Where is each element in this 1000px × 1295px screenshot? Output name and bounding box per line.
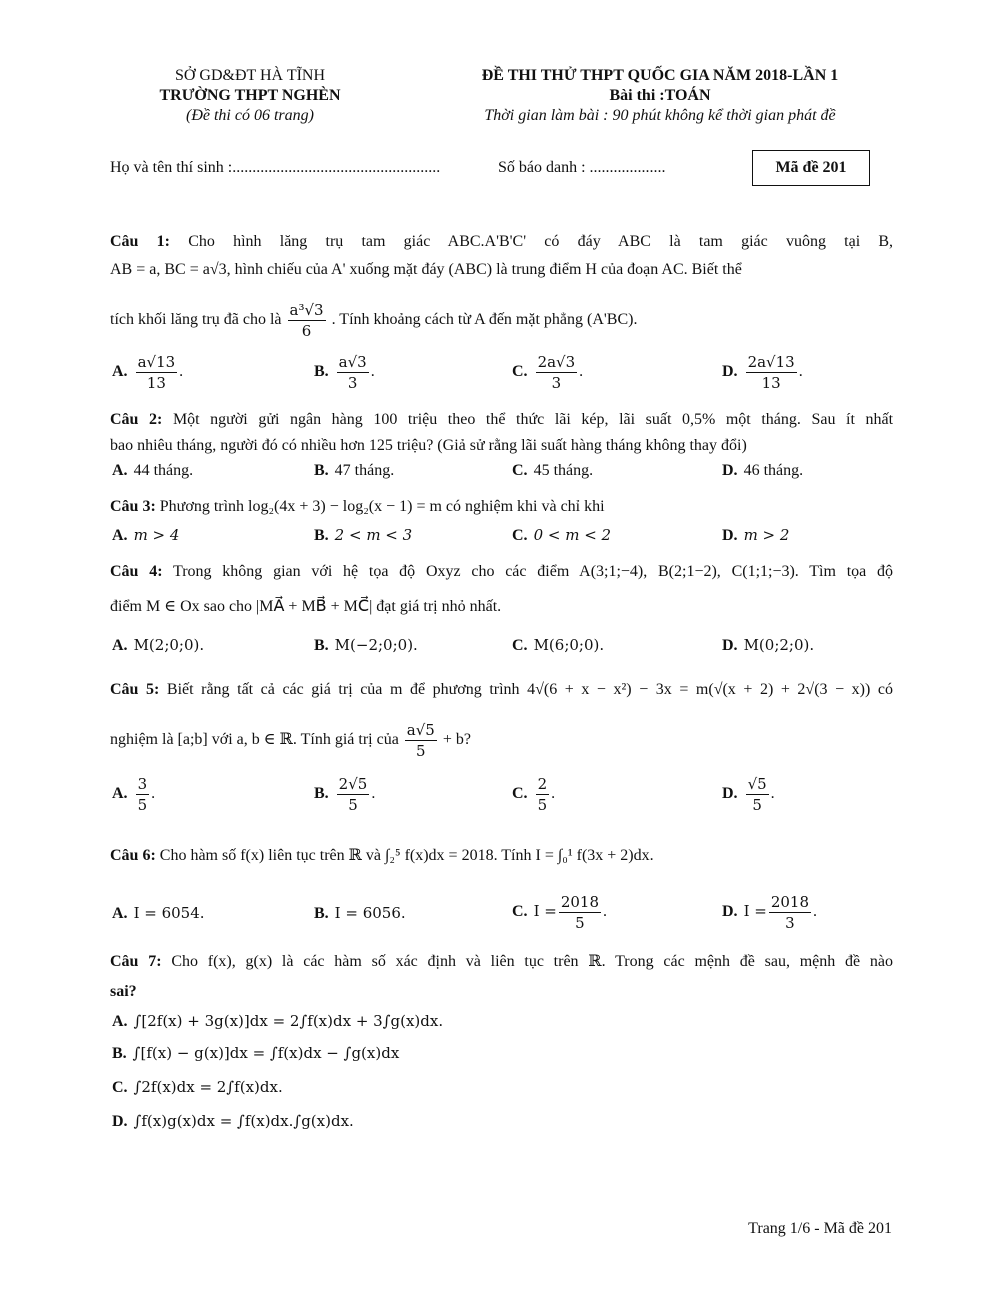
- fraction: [746, 352, 797, 393]
- option-text: m > 2: [743, 526, 790, 544]
- q6-option-a[interactable]: [112, 904, 205, 923]
- fraction: [769, 892, 811, 933]
- option-tail: .: [770, 785, 775, 803]
- option-label: D.: [722, 785, 738, 803]
- question-text: Biết rằng tất cả các giá trị của m để phương trình 4√(6 + x − x²) − 3x = m(√(x + 2) + 2√(3 − x)) có: [166, 681, 894, 698]
- frac-denominator: 13: [761, 374, 781, 392]
- frac-denominator: 5: [348, 796, 358, 814]
- fraction: [559, 892, 601, 933]
- question-4-line1: [110, 562, 893, 582]
- option-text: 0 < m < 2: [533, 526, 612, 544]
- q5-option-c[interactable]: [512, 774, 555, 815]
- frac-numerator: a√5: [406, 720, 435, 739]
- option-label: B.: [314, 462, 329, 479]
- frac-denominator: 13: [146, 374, 166, 392]
- q1-option-a[interactable]: [112, 352, 183, 393]
- question-text: + b?: [442, 731, 471, 748]
- q6-option-d[interactable]: [722, 892, 817, 933]
- option-text: ∫2f(x)dx = 2∫f(x)dx.: [133, 1078, 283, 1096]
- frac-numerator: 3: [137, 775, 148, 793]
- question-label: Câu 2:: [110, 411, 163, 428]
- option-text: I = 6054.: [133, 904, 205, 922]
- option-text: I = 6056.: [334, 904, 406, 922]
- fraction: [746, 774, 769, 815]
- q5-option-d[interactable]: [722, 774, 775, 815]
- question-label: Câu 1:: [110, 233, 170, 250]
- frac-numerator: 2018: [770, 893, 810, 911]
- option-tail: .: [603, 903, 608, 921]
- option-label: D.: [722, 527, 738, 544]
- option-label: C.: [112, 1079, 128, 1096]
- question-2-line2: bao nhiêu tháng, người đó có nhiều hơn 125 triệu? (Giả sử rằng lãi suất hàng tháng không thay đổi): [110, 437, 747, 454]
- frac-denominator: 3: [551, 374, 562, 392]
- question-text: Trong không gian với hệ tọa độ Oxyz cho các điểm A(3;1;−4), B(2;1−2), C(1;1;−3). Tìm tọa độ: [173, 563, 893, 580]
- frac-denominator: 5: [575, 914, 585, 932]
- option-text: M(0;2;0).: [743, 636, 815, 654]
- exam-code-box: [752, 150, 870, 186]
- option-tail: .: [813, 903, 818, 921]
- option-text: 45 tháng.: [533, 462, 594, 479]
- fraction: [337, 774, 370, 815]
- option-label: B.: [314, 527, 329, 544]
- option-text: M(−2;0;0).: [334, 636, 418, 654]
- option-label: C.: [512, 462, 528, 479]
- frac-denominator: 3: [785, 914, 795, 932]
- question-text: tích khối lăng trụ đã cho là: [110, 311, 282, 328]
- question-text: Phương trình log₂(4x + 3) − log₂(x − 1) = m có nghiệm khi và chỉ khi: [159, 498, 605, 515]
- question-text: Cho hàm số f(x) liên tục trên ℝ và ∫₂⁵ f(x)dx = 2018. Tính I = ∫₀¹ f(3x + 2)dx.: [159, 847, 654, 864]
- student-name-field: Họ và tên thí sinh :....................................................: [110, 159, 441, 176]
- time-note: Thời gian làm bài : 90 phút không kể thời gian phát đề: [484, 107, 836, 124]
- school-name: TRƯỜNG THPT NGHÈN: [159, 87, 341, 104]
- question-5-line2: [110, 718, 893, 762]
- question-7-line1: [110, 952, 893, 972]
- option-text: 47 tháng.: [334, 462, 395, 479]
- q4-option-a[interactable]: [112, 636, 204, 655]
- frac-denominator: 6: [301, 321, 312, 340]
- option-tail: .: [371, 785, 376, 803]
- option-text: 46 tháng.: [743, 462, 804, 479]
- option-text: ∫[2f(x) + 3g(x)]dx = 2∫f(x)dx + 3∫g(x)dx.: [133, 1012, 444, 1030]
- option-label: B.: [314, 785, 329, 803]
- option-label: A.: [112, 462, 128, 479]
- fraction: [536, 352, 578, 393]
- option-label: D.: [722, 363, 738, 381]
- q6-option-b[interactable]: [314, 904, 406, 923]
- question-5-line1: [110, 680, 893, 700]
- frac-numerator: 2: [537, 775, 548, 793]
- option-label: C.: [512, 637, 528, 654]
- option-label: D.: [112, 1113, 128, 1130]
- fraction: [337, 352, 369, 393]
- question-7-line2: sai?: [110, 983, 137, 1000]
- option-label: D.: [722, 462, 738, 479]
- subject: Bài thi :TOÁN: [609, 87, 711, 104]
- option-prefix: I =: [743, 902, 767, 921]
- frac-denominator: 5: [137, 796, 148, 814]
- header-right: [420, 66, 900, 126]
- question-1-line3: [110, 298, 893, 342]
- q3-option-b[interactable]: [314, 526, 412, 545]
- frac-denominator: 5: [416, 741, 426, 760]
- frac-denominator: 5: [752, 796, 762, 814]
- option-label: C.: [512, 903, 528, 921]
- frac-numerator: a√3: [338, 353, 367, 371]
- question-1-line2: AB = a, BC = a√3, hình chiếu của A' xuống mặt đáy (ABC) là trung điểm H của đoạn AC. Biết thể: [110, 261, 742, 278]
- exam-title: ĐỀ THI THỬ THPT QUỐC GIA NĂM 2018-LẦN 1: [481, 67, 839, 84]
- option-label: B.: [314, 363, 329, 381]
- exam-code: Mã đề 201: [775, 159, 847, 176]
- option-label: B.: [314, 637, 329, 654]
- option-text: ∫f(x)g(x)dx = ∫f(x)dx.∫g(x)dx.: [133, 1112, 354, 1130]
- option-label: A.: [112, 905, 128, 922]
- q3-option-a[interactable]: [112, 526, 179, 545]
- option-text: ∫[f(x) − g(x)]dx = ∫f(x)dx − ∫g(x)dx: [132, 1044, 400, 1062]
- q4-option-c[interactable]: [512, 636, 604, 655]
- q4-option-d[interactable]: [722, 636, 814, 655]
- header-left: [120, 66, 380, 126]
- option-text: 2 < m < 3: [334, 526, 413, 544]
- option-text: M(6;0;0).: [533, 636, 605, 654]
- frac-numerator: 2a√13: [747, 353, 795, 371]
- q5-option-b[interactable]: [314, 774, 375, 815]
- option-text: m > 4: [133, 526, 180, 544]
- frac-numerator: √5: [747, 775, 767, 793]
- q2-option-c[interactable]: [512, 462, 593, 480]
- student-id-field: Số báo danh : ...................: [498, 159, 666, 176]
- frac-numerator: a³√3: [289, 300, 324, 319]
- question-text: Một người gửi ngân hàng 100 triệu theo thể thức lãi kép, lãi suất 0,5% một tháng. Sau ít nhất: [172, 411, 894, 428]
- option-text: M(2;0;0).: [133, 636, 205, 654]
- q3-option-d[interactable]: [722, 526, 789, 545]
- option-label: A.: [112, 1013, 128, 1030]
- option-label: D.: [722, 637, 738, 654]
- option-label: A.: [112, 363, 128, 381]
- fraction: [136, 774, 150, 815]
- option-text: 44 tháng.: [133, 462, 194, 479]
- q2-option-b[interactable]: [314, 462, 394, 480]
- q1-option-b[interactable]: [314, 352, 375, 393]
- q2-option-d[interactable]: [722, 462, 803, 480]
- question-1-line1: [110, 232, 893, 252]
- q7-option-b[interactable]: [112, 1044, 399, 1063]
- question-2-line1: [110, 410, 893, 430]
- q1-option-c[interactable]: [512, 352, 583, 393]
- option-label: A.: [112, 637, 128, 654]
- frac-numerator: 2a√3: [537, 353, 576, 371]
- page-footer: Trang 1/6 - Mã đề 201: [748, 1220, 892, 1237]
- question-4-line2: điểm M ∈ Ox sao cho |MA⃗ + MB⃗ + MC⃗| đạt giá trị nhỏ nhất.: [110, 598, 502, 615]
- question-label: Câu 4:: [110, 563, 163, 580]
- option-tail: .: [179, 363, 184, 381]
- option-label: C.: [512, 785, 528, 803]
- question-text: . Tính khoảng cách từ A đến mặt phẳng (A'BC).: [331, 311, 638, 328]
- option-label: B.: [112, 1045, 127, 1062]
- q5-option-a[interactable]: [112, 774, 155, 815]
- option-tail: .: [798, 363, 803, 381]
- q3-option-c[interactable]: [512, 526, 611, 545]
- option-label: A.: [112, 527, 128, 544]
- option-tail: .: [151, 785, 156, 803]
- question-text: Cho hình lăng trụ tam giác ABC.A'B'C' có đáy ABC là tam giác vuông tại B,: [188, 233, 894, 250]
- fraction: [136, 352, 178, 393]
- frac-numerator: 2018: [560, 893, 600, 911]
- q6-option-c[interactable]: [512, 892, 607, 933]
- option-label: C.: [512, 527, 528, 544]
- option-label: C.: [512, 363, 528, 381]
- frac-denominator: 3: [347, 374, 358, 392]
- q4-option-b[interactable]: [314, 636, 418, 655]
- q7-option-c[interactable]: [112, 1078, 283, 1097]
- fraction: [405, 720, 437, 761]
- question-text: Cho f(x), g(x) là các hàm số xác định và liên tục trên ℝ. Trong các mệnh đề sau, mệnh đề nào: [171, 953, 893, 970]
- option-prefix: I =: [533, 902, 557, 921]
- option-label: A.: [112, 785, 128, 803]
- question-3-line1: [110, 497, 893, 517]
- option-tail: .: [551, 785, 556, 803]
- q7-option-d[interactable]: [112, 1112, 354, 1131]
- frac-numerator: 2√5: [338, 775, 368, 793]
- option-tail: .: [370, 363, 375, 381]
- q7-option-a[interactable]: [112, 1012, 443, 1031]
- question-text: nghiệm là [a;b] với a, b ∈ ℝ. Tính giá trị của: [110, 731, 399, 748]
- question-label: Câu 3:: [110, 498, 156, 515]
- fraction: [536, 774, 550, 815]
- question-label: Câu 7:: [110, 953, 162, 970]
- option-label: B.: [314, 905, 329, 922]
- option-label: D.: [722, 903, 738, 921]
- option-tail: .: [579, 363, 584, 381]
- dept-name: SỞ GD&ĐT HÀ TĨNH: [174, 67, 326, 84]
- question-label: Câu 5:: [110, 681, 160, 698]
- frac-numerator: a√13: [137, 353, 176, 371]
- q2-option-a[interactable]: [112, 462, 193, 480]
- question-label: Câu 6:: [110, 847, 156, 864]
- frac-denominator: 5: [537, 796, 548, 814]
- pages-note: (Đề thi có 06 trang): [186, 107, 314, 124]
- question-6-line1: [110, 846, 893, 866]
- fraction: [288, 300, 326, 341]
- q1-option-d[interactable]: [722, 352, 803, 393]
